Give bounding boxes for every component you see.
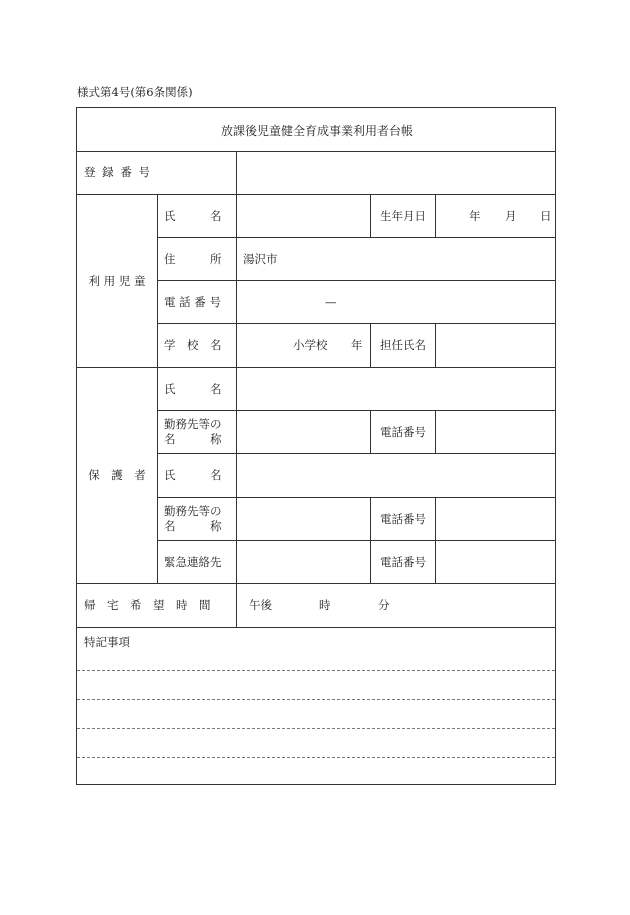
- return-time-field[interactable]: [237, 583, 555, 627]
- child-name-label: 氏 名: [164, 208, 222, 223]
- emergency-contact-field[interactable]: [237, 540, 370, 583]
- emergency-phone-field[interactable]: [436, 540, 555, 583]
- teacher-name-label: 担任氏名: [380, 338, 426, 352]
- registration-number-field[interactable]: [237, 151, 555, 194]
- birth-year-suffix: 年: [469, 208, 481, 223]
- child-phone-label: 電 話 番 号: [164, 294, 221, 309]
- school-name-label: 学 校 名: [164, 338, 222, 352]
- guardian2-name-label: 氏 名: [164, 468, 222, 482]
- guardian2-phone-field[interactable]: [436, 497, 555, 540]
- return-time-minute-suffix: 分: [378, 598, 390, 612]
- grade-suffix: 年: [351, 338, 363, 352]
- emergency-phone-label: 電話番号: [380, 554, 426, 569]
- notes-label: 特記事項: [84, 635, 130, 649]
- child-address-label: 住 所: [164, 251, 222, 266]
- birth-month-suffix: 月: [505, 208, 517, 223]
- school-name-field[interactable]: [237, 323, 370, 367]
- guardian-group-label: 保 護 者: [88, 468, 146, 482]
- form-number-caption: 様式第4号(第6条関係): [77, 85, 193, 99]
- guardian1-name-field[interactable]: [237, 367, 555, 410]
- notes-field[interactable]: [77, 650, 555, 784]
- workplace-label-line1: 勤務先等の: [164, 503, 222, 518]
- teacher-name-field[interactable]: [436, 323, 555, 367]
- birthdate-label: 生年月日: [380, 208, 426, 223]
- guardian1-name-label: 氏 名: [164, 381, 222, 396]
- guardian1-phone-label: 電話番号: [380, 424, 426, 439]
- school-suffix: 小学校: [293, 338, 328, 352]
- return-time-hour-suffix: 時: [319, 598, 331, 612]
- registration-number-label: 登 録 番 号: [84, 165, 150, 179]
- form-title: 放課後児童健全育成事業利用者台帳: [220, 123, 413, 138]
- birth-day-suffix: 日: [540, 208, 552, 223]
- return-time-label: 帰 宅 希 望 時 間: [84, 598, 211, 612]
- workplace-label-line2: 名 称: [164, 431, 222, 446]
- guardian2-workplace-label: [164, 497, 230, 540]
- guardian1-workplace-field[interactable]: [237, 410, 370, 453]
- guardian1-phone-field[interactable]: [436, 410, 555, 453]
- registry-form: [76, 107, 556, 785]
- child-address-field[interactable]: 湯沢市: [243, 251, 278, 266]
- workplace-label-line2: 名 称: [164, 518, 222, 533]
- guardian2-phone-label: 電話番号: [380, 511, 426, 526]
- emergency-contact-label: 緊急連絡先: [164, 554, 222, 569]
- birthdate-field[interactable]: [436, 194, 555, 237]
- phone-separator: —: [325, 294, 337, 309]
- guardian2-name-field[interactable]: [237, 453, 555, 497]
- child-phone-field[interactable]: [237, 280, 555, 323]
- guardian1-workplace-label: [164, 410, 230, 453]
- workplace-label-line1: 勤務先等の: [164, 416, 222, 431]
- child-name-field[interactable]: [237, 194, 370, 237]
- child-group-label: 利 用 児 童: [88, 273, 146, 288]
- guardian2-workplace-field[interactable]: [237, 497, 370, 540]
- return-time-pm: 午後: [249, 598, 272, 612]
